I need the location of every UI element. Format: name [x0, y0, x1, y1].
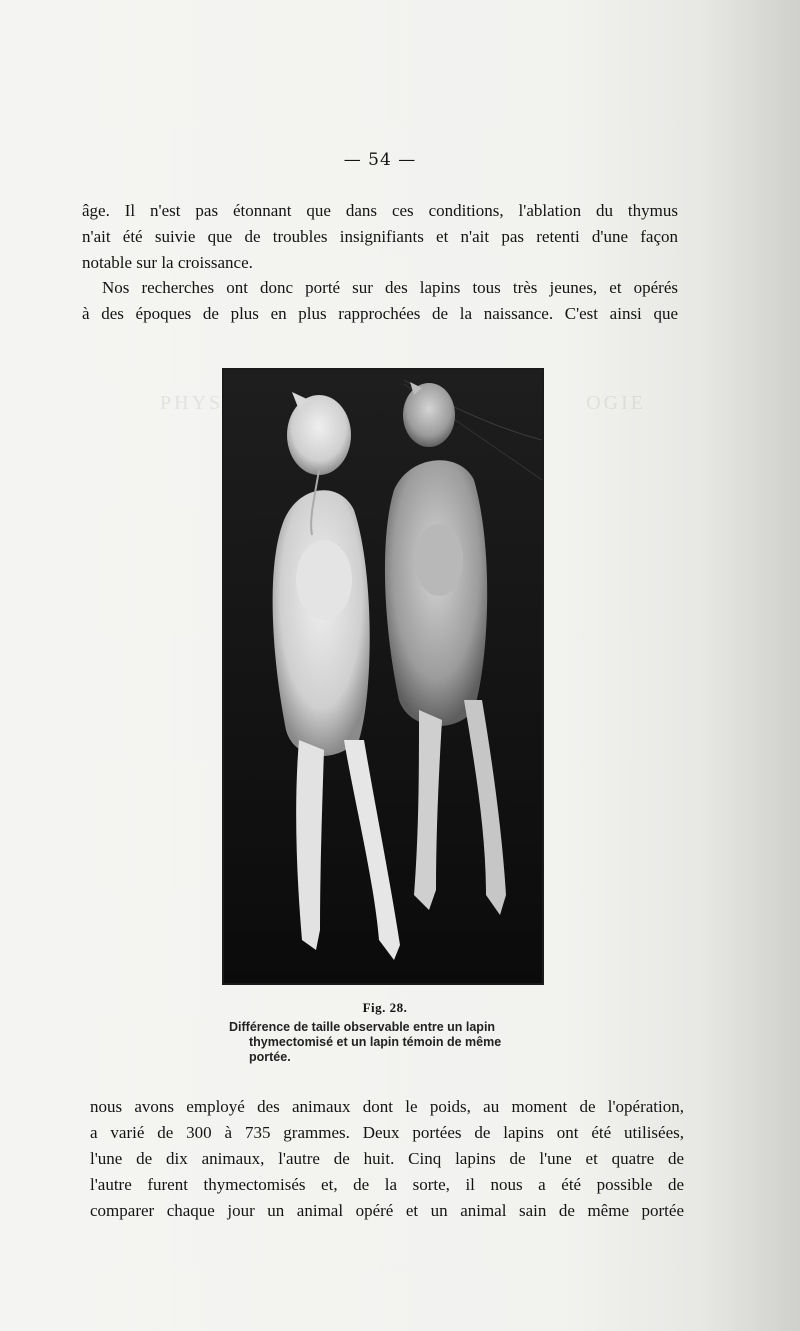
text-line: l'autre furent thymectomisés et, de la sorte, il nous a été possible de: [90, 1175, 684, 1194]
paragraph-2: [82, 275, 678, 327]
page-number: — 54 —: [343, 150, 417, 170]
caption-line: Différence de taille observable entre un lapin: [229, 1020, 496, 1034]
figure-caption: [229, 1020, 544, 1065]
figure-photograph-rabbits: [222, 368, 544, 985]
figure-label: Fig. 28.: [362, 1000, 408, 1015]
text-line: n'ait été suivie que de troubles insignifiants et n'ait pas retenti d'une façon: [82, 227, 678, 246]
caption-line: thymectomisé et un lapin témoin de même: [249, 1035, 502, 1049]
text-line: a varié de 300 à 735 grammes. Deux portées de lapins ont été utilisées,: [90, 1123, 684, 1142]
text-line: nous avons employé des animaux dont le poids, au moment de l'opération,: [90, 1097, 684, 1116]
text-line: notable sur la croissance.: [82, 253, 253, 272]
paragraph-3: [90, 1094, 684, 1224]
text-line: âge. Il n'est pas étonnant que dans ces conditions, l'ablation du thymus: [82, 201, 678, 220]
text-line: l'une de dix animaux, l'autre de huit. Cinq lapins de l'une et quatre de: [90, 1149, 684, 1168]
caption-line: portée.: [249, 1050, 291, 1064]
text-line: Nos recherches ont donc porté sur des lapins tous très jeunes, et opérés: [102, 278, 678, 297]
show-through-text: PHYSIO OGIE: [160, 392, 646, 414]
text-line: comparer chaque jour un animal opéré et un animal sain de même portée: [90, 1201, 684, 1220]
paragraph-1: [82, 198, 678, 276]
text-line: à des époques de plus en plus rapprochées de la naissance. C'est ainsi que: [82, 304, 678, 323]
rabbits-photo: [224, 370, 542, 983]
